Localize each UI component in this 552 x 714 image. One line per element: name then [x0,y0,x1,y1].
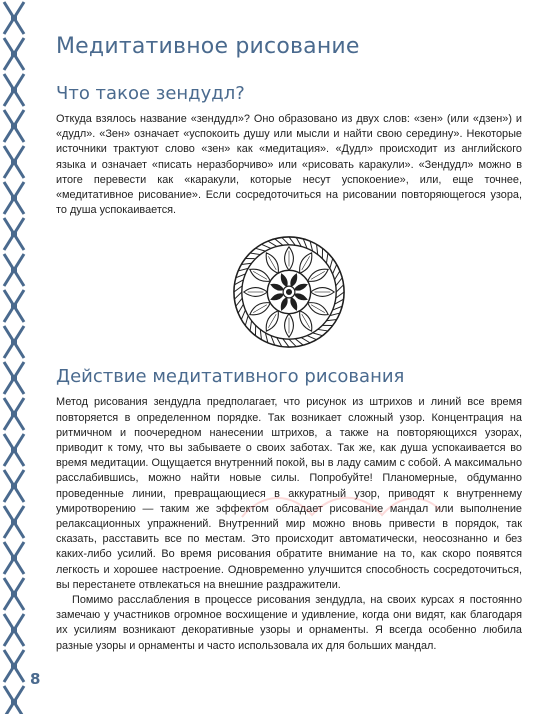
section-paragraph-meditative-effect-2: Помимо расслабления в процессе рисования зендудла, на своих курсах я постоянно замечаю у участников огромное восхищение и удивление, когда они видят, как благодаря их усилиям возникают декоративные узоры и орнаменты. Я всегда особенно любила разные узоры и орнаменты и часто использовала их для больших мандал. [56,594,522,652]
mandala-icon [230,233,348,351]
page-number: 8 [30,670,41,688]
section-paragraph-meditative-effect-1: Метод рисования зендудла предполагает, что рисунок из штрихов и линий все время повторяется в определенном порядке. Так возникает сложный узор. Концентрация на ритмичном и поочередном нанесении штрихов, а также на повторяющихся узорах, приводит к тому, что вы забываете о своих заботах. Так же, как душа успокаивается во время медитации. Ощущается внутренний покой, вы в ладу самим с собой. А максимально расслабившись, можно найти новые силы. Попробуйте! Планомерные, обдуманно проведенные линии, превращающиеся в аккуратный узор, приводят к внутреннему умиротворению — таким же эффектом обладает рисование мандал или выполнение релаксационных упражнений. Внутренний мир можно вновь привести в порядок, так сказать, расставить все по местам. Это происходит автоматически, неосознанно и без каких-либо усилий. Во время рисования обратите внимание на то, как скоро появятся легкость и хорошее настроение. Одновременно улучшится способность сосредоточиться, вы перестанете отвлекаться на внешние раздражители. [56,396,522,591]
section-heading-meditative-effect: Действие медитативного рисования [56,366,405,388]
page-title: Медитативное рисование [56,34,360,59]
section-paragraph-what-is-zendoodle: Откуда взялось название «зендудл»? Оно образовано из двух слов: «зен» (или «дзен») и «дудл». «Зен» означает «успокоить душу или мысли и найти свою середину». Некоторые источники трактуют слово «зен» как «медитация». «Дудл» происходит из английского языка и означает «писать неразборчиво» или «рисовать каракули». «Зендудл» можно в итоге перевести как «каракули, которые несут успокоение», или, еще точнее, «медитативное рисование». Если сосредоточиться на рисовании повторяющегося узора, то душа успокаивается. [56,113,522,217]
decorative-border [0,0,30,714]
page-content [56,24,522,654]
mandala-illustration-container [56,232,522,352]
section-heading-what-is-zendoodle: Что такое зендудл? [56,83,245,104]
